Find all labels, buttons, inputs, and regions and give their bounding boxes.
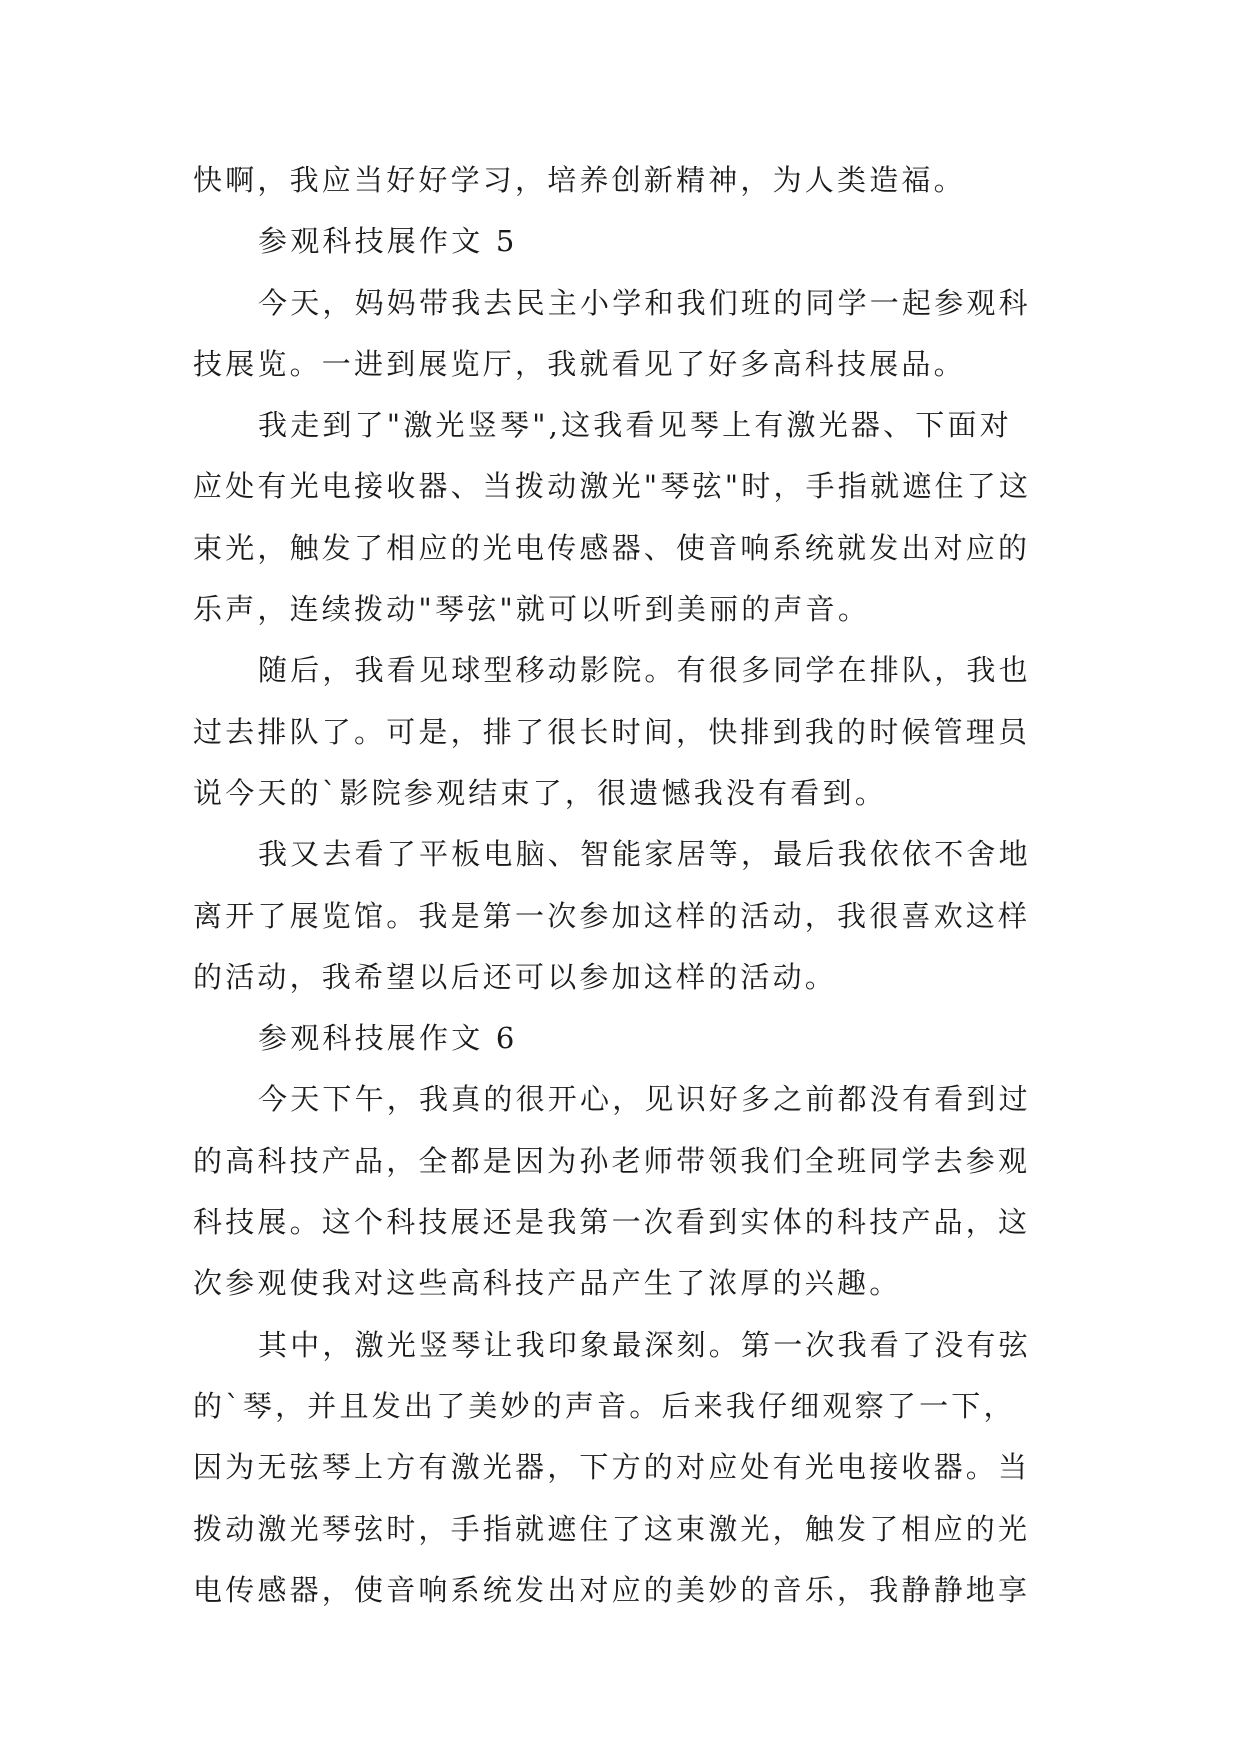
text-line: 电传感器，使音响系统发出对应的美妙的音乐，我静静地享 [193,1572,1031,1607]
text-line: 的`琴，并且发出了美妙的声音。后来我仔细观察了一下， [193,1388,1016,1423]
text-line: 的活动，我希望以后还可以参加这样的活动。 [193,959,838,994]
text-line: 乐声，连续拨动"琴弦"就可以听到美丽的声音。 [193,592,871,627]
text-line: 应处有光电接收器、当拨动激光"琴弦"时，手指就遮住了这 [193,469,1032,504]
text-line: 拨动激光琴弦时，手指就遮住了这束激光，触发了相应的光 [193,1511,1031,1546]
text-line: 随后，我看见球型移动影院。有很多同学在排队，我也 [258,653,1031,688]
text-line: 快啊，我应当好好学习，培养创新精神，为人类造福。 [193,163,966,197]
text-line: 过去排队了。可是，排了很长时间，快排到我的时候管理员 [193,714,1031,749]
text-line: 说今天的`影院参观结束了，很遗憾我没有看到。 [193,775,887,810]
text-line: 离开了展览馆。我是第一次参加这样的活动，我很喜欢这样 [193,898,1031,933]
text-line: 今天下午，我真的很开心，见识好多之前都没有看到过 [258,1082,1031,1117]
text-line: 因为无弦琴上方有激光器，下方的对应处有光电接收器。当 [193,1450,1031,1485]
text-line: 的高科技产品，全都是因为孙老师带领我们全班同学去参观 [193,1143,1031,1178]
text-line: 我走到了"激光竖琴",这我看见琴上有激光器、下面对 [258,408,1012,443]
text-line: 次参观使我对这些高科技产品产生了浓厚的兴趣。 [193,1266,902,1301]
text-line: 今天，妈妈带我去民主小学和我们班的同学一起参观科 [258,285,1031,320]
text-line: 科技展。这个科技展还是我第一次看到实体的科技产品，这 [193,1205,1031,1240]
text-line: 我又去看了平板电脑、智能家居等，最后我依依不舍地 [258,837,1031,872]
text-line: 技展览。一进到展览厅，我就看见了好多高科技展品。 [193,346,966,381]
text-line: 其中，激光竖琴让我印象最深刻。第一次我看了没有弦 [258,1327,1031,1362]
document-body [193,150,1059,1621]
section-heading: 参观科技展作文 6 [258,1021,518,1056]
text-line: 束光，触发了相应的光电传感器、使音响系统就发出对应的 [193,530,1031,565]
section-heading: 参观科技展作文 5 [258,224,518,259]
